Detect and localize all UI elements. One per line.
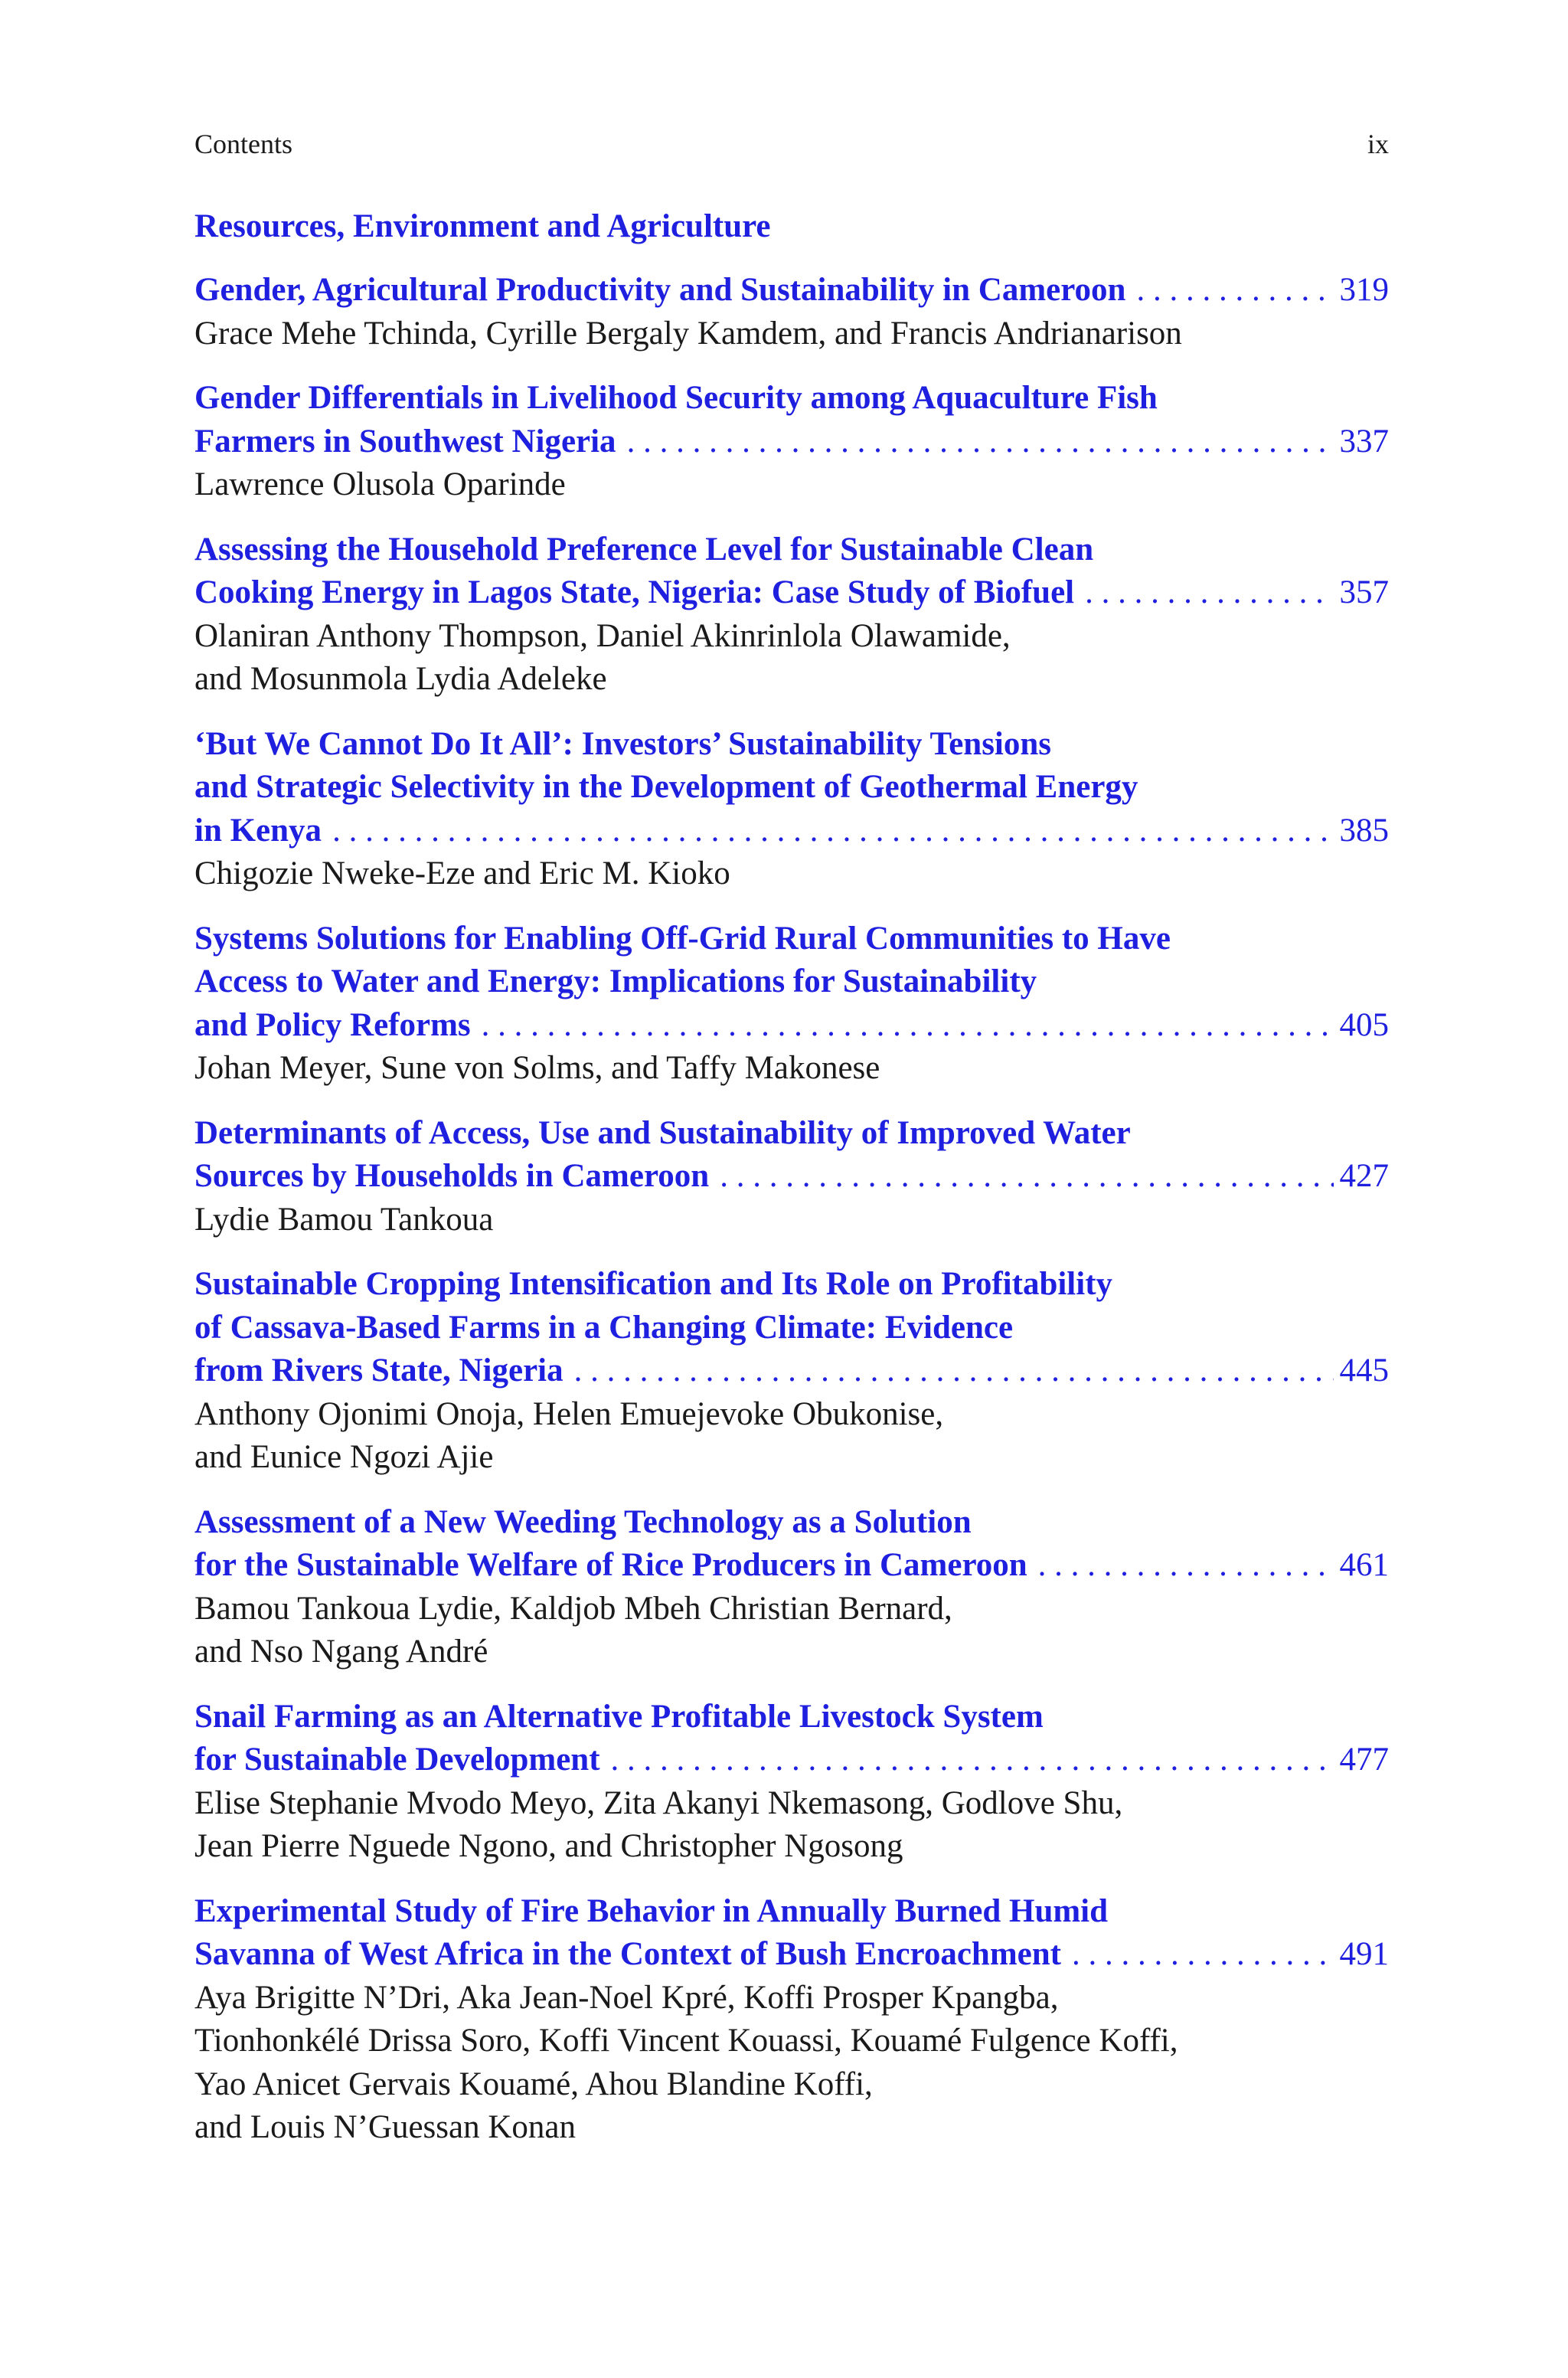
dot-leader	[1061, 1933, 1334, 1977]
chapter-title[interactable]: Sources by Households in Cameroon	[194, 1158, 710, 1194]
chapter-authors: Lydie Bamou Tankoua	[194, 1201, 494, 1238]
chapter-page-number[interactable]: 337	[1339, 423, 1389, 460]
toc-title-line	[194, 377, 1389, 420]
toc-title-line	[194, 420, 1389, 464]
chapter-title[interactable]: Farmers in Southwest Nigeria	[194, 423, 616, 460]
chapter-authors: Anthony Ojonimi Onoja, Helen Emuejevoke Obukonise,	[194, 1395, 944, 1432]
toc-entry[interactable]	[194, 723, 1389, 896]
toc-title-line	[194, 1933, 1389, 1977]
toc-entry[interactable]	[194, 269, 1389, 355]
toc-entry[interactable]	[194, 1112, 1389, 1242]
toc-title-line	[194, 1155, 1389, 1199]
toc-title-line	[194, 1696, 1389, 1739]
dot-leader	[471, 1004, 1334, 1048]
chapter-authors: Tionhonkélé Drissa Soro, Koffi Vincent Kouassi, Kouamé Fulgence Koffi,	[194, 2023, 1178, 2059]
chapter-title[interactable]: Assessing the Household Preference Level for Sustainable Clean	[194, 531, 1094, 568]
chapter-title[interactable]: Gender, Agricultural Productivity and Sustainability in Cameroon	[194, 272, 1126, 308]
toc-title-line	[194, 723, 1389, 767]
toc-title-line	[194, 571, 1389, 615]
chapter-authors: Lawrence Olusola Oparinde	[194, 466, 566, 502]
toc-title-line	[194, 1307, 1389, 1350]
toc-entry[interactable]	[194, 1501, 1389, 1674]
chapter-title[interactable]: Determinants of Access, Use and Sustainability of Improved Water	[194, 1114, 1131, 1151]
chapter-title[interactable]: of Cassava-Based Farms in a Changing Climate: Evidence	[194, 1309, 1014, 1346]
chapter-title[interactable]: Savanna of West Africa in the Context of Bush Encroachment	[194, 1936, 1061, 1972]
chapter-page-number[interactable]: 461	[1339, 1547, 1389, 1583]
chapter-authors: Yao Anicet Gervais Kouamé, Ahou Blandine Koffi,	[194, 2066, 873, 2102]
toc-entry[interactable]	[194, 918, 1389, 1091]
chapter-authors: Elise Stephanie Mvodo Meyo, Zita Akanyi Nkemasong, Godlove Shu,	[194, 1784, 1123, 1821]
chapter-title[interactable]: Systems Solutions for Enabling Off-Grid Rural Communities to Have	[194, 920, 1171, 957]
chapter-page-number[interactable]: 385	[1339, 812, 1389, 849]
toc-entry[interactable]	[194, 377, 1389, 507]
chapter-authors: Grace Mehe Tchinda, Cyrille Bergaly Kamdem, and Francis Andrianarison	[194, 315, 1182, 352]
chapter-page-number[interactable]: 445	[1339, 1353, 1389, 1389]
chapter-authors: and Eunice Ngozi Ajie	[194, 1439, 494, 1475]
dot-leader	[1074, 571, 1334, 615]
chapter-title[interactable]: from Rivers State, Nigeria	[194, 1353, 564, 1389]
chapter-authors: Aya Brigitte N’Dri, Aka Jean-Noel Kpré, Koffi Prosper Kpangba,	[194, 1979, 1059, 2016]
toc-title-line	[194, 1263, 1389, 1307]
chapter-title[interactable]: for Sustainable Development	[194, 1742, 600, 1778]
part-title[interactable]: Resources, Environment and Agriculture	[194, 208, 771, 244]
toc-title-line	[194, 1501, 1389, 1545]
chapter-title[interactable]: ‘But We Cannot Do It All’: Investors’ Sustainability Tensions	[194, 725, 1052, 762]
chapter-page-number[interactable]: 405	[1339, 1006, 1389, 1043]
chapter-title[interactable]: in Kenya	[194, 812, 322, 849]
dot-leader	[322, 810, 1334, 853]
page-number: ix	[1367, 129, 1389, 159]
chapter-title[interactable]: Sustainable Cropping Intensification and Its Role on Profitability	[194, 1266, 1113, 1302]
chapter-authors: Jean Pierre Nguede Ngono, and Christopher Ngosong	[194, 1828, 903, 1864]
dot-leader	[564, 1349, 1334, 1393]
toc-title-line	[194, 1004, 1389, 1048]
chapter-title[interactable]: and Policy Reforms	[194, 1006, 471, 1043]
toc-entry[interactable]	[194, 1263, 1389, 1480]
chapter-title[interactable]: Experimental Study of Fire Behavior in Annually Burned Humid	[194, 1892, 1109, 1929]
chapter-authors: Bamou Tankoua Lydie, Kaldjob Mbeh Christian Bernard,	[194, 1590, 952, 1627]
toc-title-line	[194, 766, 1389, 810]
toc-entry[interactable]	[194, 528, 1389, 702]
toc-title-line	[194, 1739, 1389, 1782]
toc-title-line	[194, 810, 1389, 853]
toc-entry[interactable]	[194, 1696, 1389, 1869]
chapter-title[interactable]: Assessment of a New Weeding Technology as a Solution	[194, 1503, 972, 1540]
toc-title-line	[194, 960, 1389, 1004]
chapter-title[interactable]: Cooking Energy in Lagos State, Nigeria: Case Study of Biofuel	[194, 574, 1075, 610]
dot-leader	[600, 1739, 1334, 1782]
dot-leader	[709, 1155, 1334, 1199]
chapter-authors: Olaniran Anthony Thompson, Daniel Akinrinlola Olawamide,	[194, 617, 1011, 654]
chapter-authors: Chigozie Nweke-Eze and Eric M. Kioko	[194, 855, 730, 891]
toc-title-line	[194, 1544, 1389, 1588]
chapter-authors: Johan Meyer, Sune von Solms, and Taffy Makonese	[194, 1050, 880, 1086]
chapter-title[interactable]: Gender Differentials in Livelihood Security among Aquaculture Fish	[194, 380, 1158, 416]
chapter-title[interactable]: for the Sustainable Welfare of Rice Producers in Cameroon	[194, 1547, 1027, 1583]
chapter-page-number[interactable]: 491	[1339, 1936, 1389, 1972]
toc-title-line	[194, 528, 1389, 572]
chapter-authors: and Nso Ngang André	[194, 1634, 488, 1670]
chapter-authors: and Mosunmola Lydia Adeleke	[194, 661, 607, 697]
dot-leader	[1027, 1544, 1334, 1588]
toc-title-line	[194, 1349, 1389, 1393]
toc-title-line	[194, 918, 1389, 961]
chapter-page-number[interactable]: 427	[1339, 1158, 1389, 1194]
dot-leader	[616, 420, 1334, 464]
chapter-page-number[interactable]: 357	[1339, 574, 1389, 610]
toc-entry[interactable]	[194, 1890, 1389, 2150]
running-head-title: Contents	[194, 129, 293, 159]
chapter-title[interactable]: and Strategic Selectivity in the Development of Geothermal Energy	[194, 769, 1138, 805]
chapter-title[interactable]: Access to Water and Energy: Implications for Sustainability	[194, 963, 1037, 999]
toc-title-line	[194, 1112, 1389, 1156]
chapter-page-number[interactable]: 477	[1339, 1742, 1389, 1778]
chapter-page-number[interactable]: 319	[1339, 272, 1389, 308]
chapter-title[interactable]: Snail Farming as an Alternative Profitable Livestock System	[194, 1698, 1044, 1735]
chapter-authors: and Louis N’Guessan Konan	[194, 2109, 576, 2145]
toc-title-line	[194, 1890, 1389, 1934]
toc-title-line	[194, 269, 1389, 312]
toc-list	[194, 269, 1389, 2171]
dot-leader	[1125, 269, 1334, 312]
